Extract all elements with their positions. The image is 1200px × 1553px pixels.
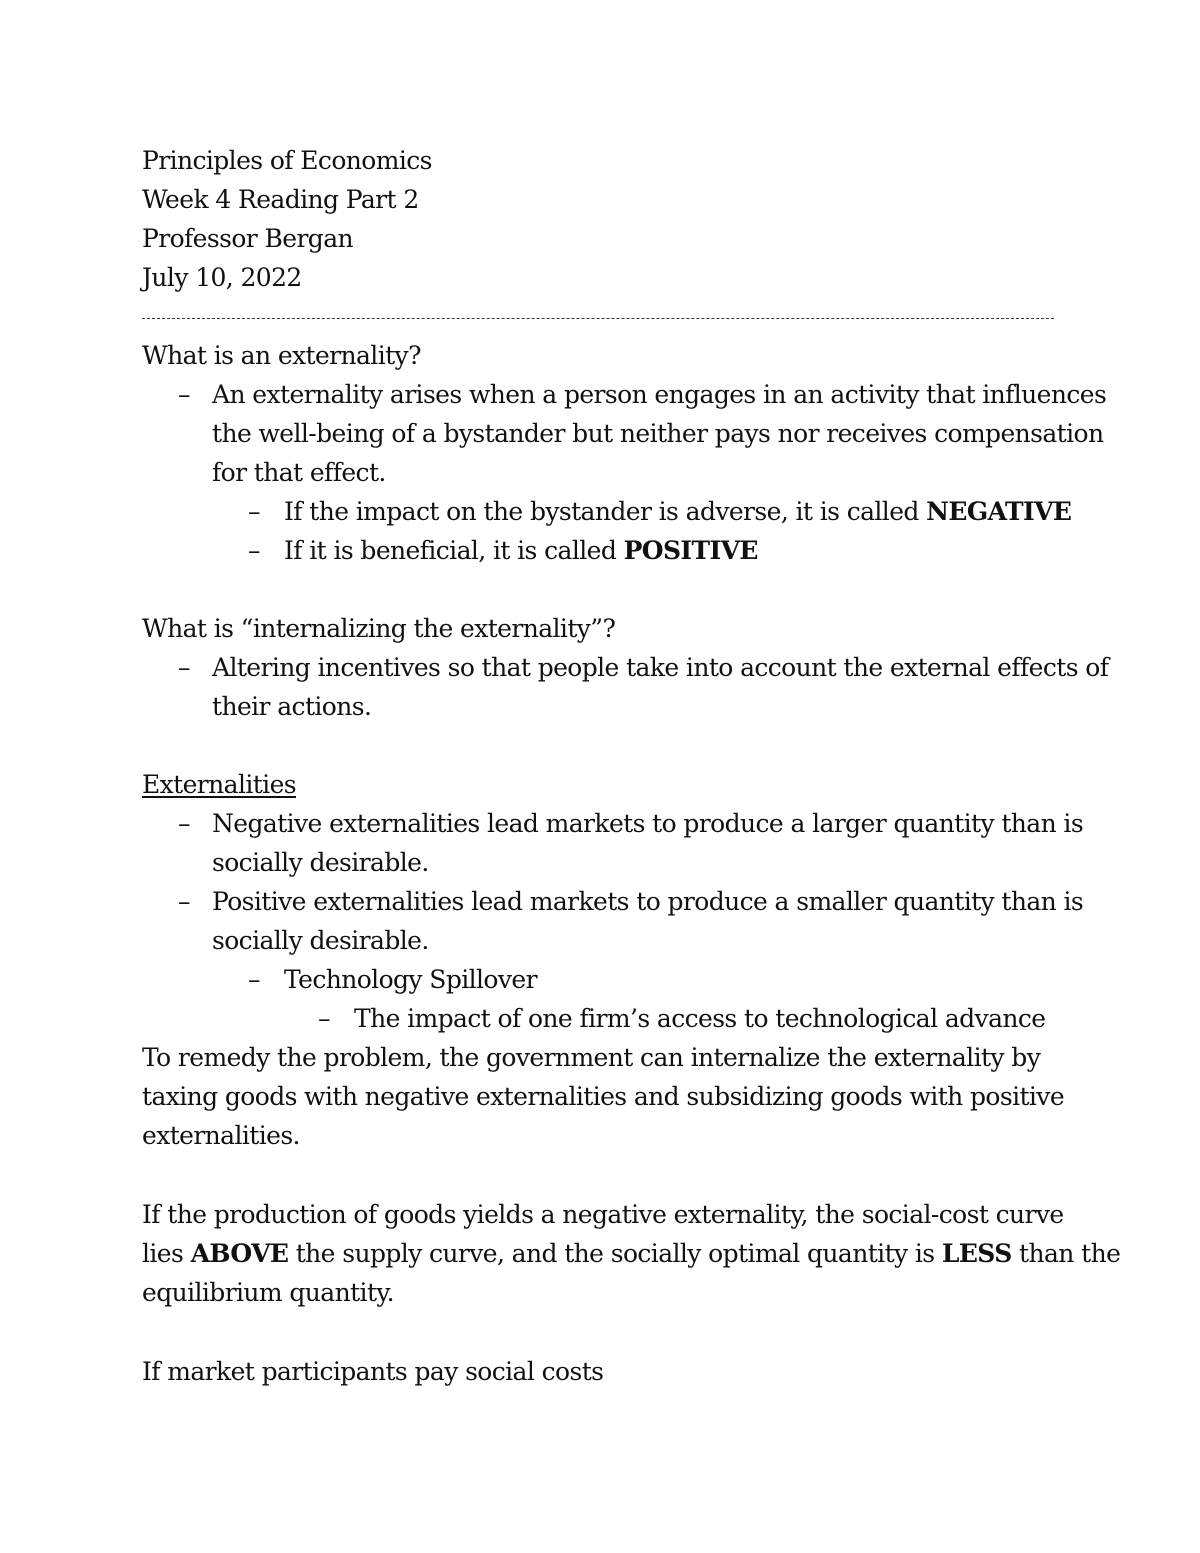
bullet-dash: – (178, 380, 191, 409)
social-cost-text-a: lies (142, 1239, 191, 1268)
externality-definition-line3: for that effect. (212, 458, 386, 487)
positive-externalities-line2: socially desirable. (212, 926, 429, 955)
professor-name: Professor Bergan (142, 224, 354, 253)
bullet-dash: – (178, 887, 191, 916)
social-cost-text-e: than the (1011, 1239, 1121, 1268)
above-keyword: ABOVE (190, 1239, 289, 1268)
bullet-dash: – (248, 536, 261, 565)
negative-externalities-line2: socially desirable. (212, 848, 429, 877)
social-cost-text-c: the supply curve, and the socially optimal quantity is (288, 1239, 942, 1268)
positive-keyword: POSITIVE (623, 536, 758, 565)
less-keyword: LESS (941, 1239, 1012, 1268)
bullet-dash: – (178, 653, 191, 682)
question-externality: What is an externality? (142, 341, 421, 370)
bullet-dash: – (248, 497, 261, 526)
bullet-dash: – (318, 1004, 331, 1033)
positive-externality-note (284, 531, 758, 570)
bullet-dash: – (178, 809, 191, 838)
horizontal-divider (142, 318, 1054, 319)
technology-spillover-definition: The impact of one firm’s access to technological advance (354, 1004, 1046, 1033)
positive-note-text: If it is beneficial, it is called (284, 536, 624, 565)
remedy-paragraph-line3: externalities. (142, 1121, 300, 1150)
course-title: Principles of Economics (142, 146, 432, 175)
negative-externality-note (284, 492, 1071, 531)
bullet-dash: – (248, 965, 261, 994)
reading-title: Week 4 Reading Part 2 (142, 185, 419, 214)
remedy-paragraph-line2: taxing goods with negative externalities and subsidizing goods with positive (142, 1082, 1065, 1111)
negative-note-text: If the impact on the bystander is adverse, it is called (284, 497, 927, 526)
remedy-paragraph-line1: To remedy the problem, the government can internalize the externality by (142, 1043, 1041, 1072)
social-cost-paragraph-line1: If the production of goods yields a negative externality, the social-cost curve (142, 1200, 1064, 1229)
externality-definition-line1: An externality arises when a person engages in an activity that influences (212, 380, 1107, 409)
externalities-heading: Externalities (142, 770, 297, 799)
social-cost-paragraph-line3: equilibrium quantity. (142, 1278, 394, 1307)
market-participants-line: If market participants pay social costs (142, 1357, 604, 1386)
positive-externalities-line1: Positive externalities lead markets to produce a smaller quantity than is (212, 887, 1084, 916)
negative-externalities-line1: Negative externalities lead markets to produce a larger quantity than is (212, 809, 1084, 838)
technology-spillover: Technology Spillover (284, 965, 537, 994)
question-internalizing: What is “internalizing the externality”? (142, 614, 616, 643)
externality-definition-line2: the well-being of a bystander but neither pays nor receives compensation (212, 419, 1104, 448)
negative-keyword: NEGATIVE (926, 497, 1072, 526)
internalizing-definition-line1: Altering incentives so that people take into account the external effects of (212, 653, 1109, 682)
social-cost-paragraph-line2 (142, 1234, 1120, 1273)
document-date: July 10, 2022 (142, 263, 302, 292)
internalizing-definition-line2: their actions. (212, 692, 372, 721)
